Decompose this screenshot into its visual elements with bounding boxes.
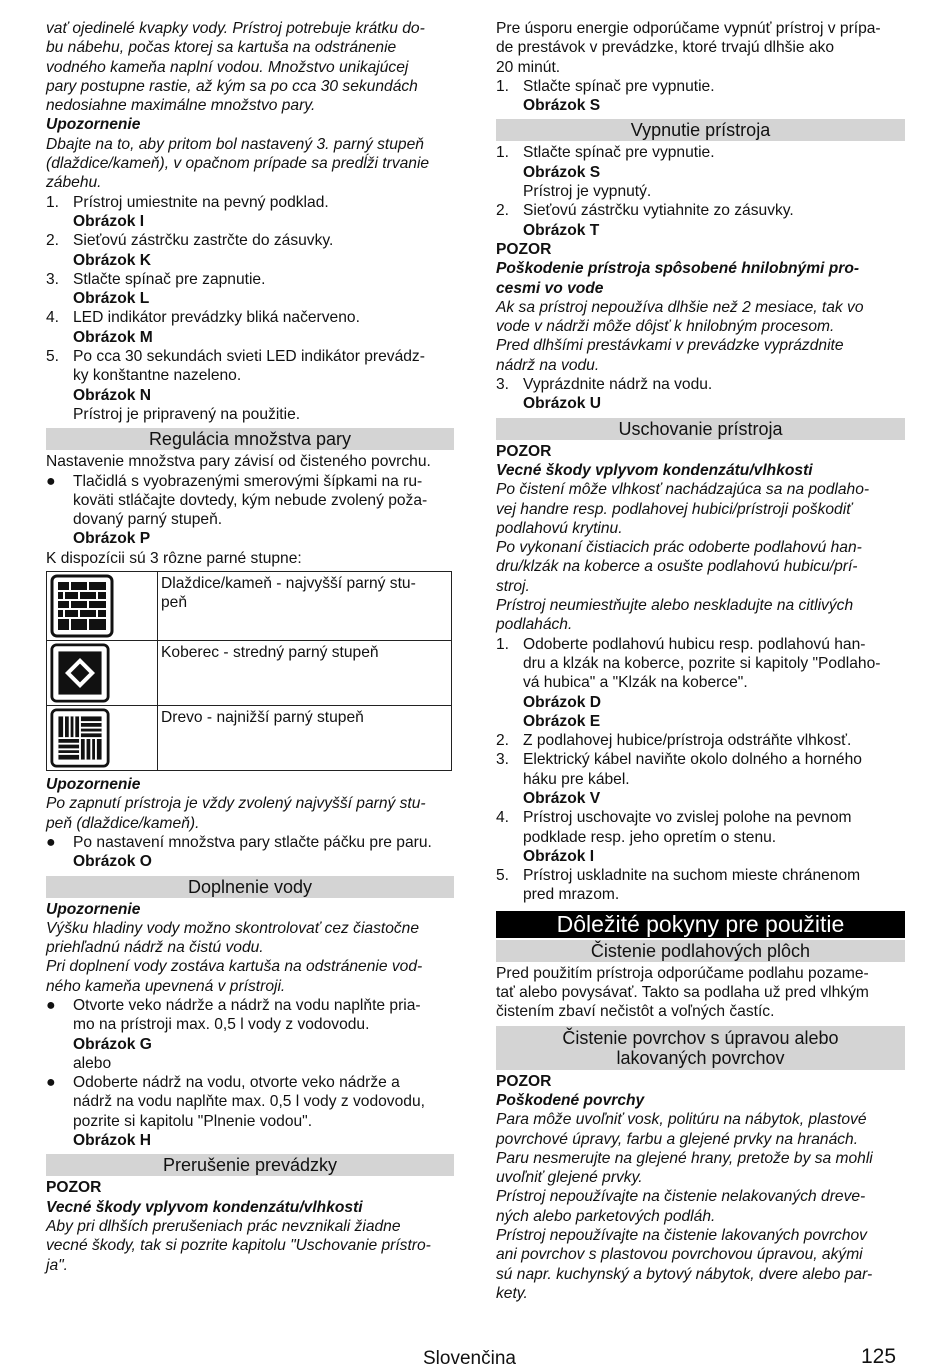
text-line: vej handre resp. podlahovej hubici/prístroji poškodiť (496, 500, 852, 518)
note-text (46, 135, 454, 193)
bullet-text: Po nastavení množstva pary stlačte páčku pre paru. (73, 833, 432, 851)
step-item (496, 143, 905, 162)
bullet-item (46, 472, 454, 530)
text-line: Výšku hladiny vody možno skontrolovať cez čiastočne (46, 919, 420, 937)
text-line: Para môže uvoľniť vosk, politúru na nábytok, plastové (496, 1111, 867, 1129)
text-line: vodného kameňa naplní vodou. Množstvo unikajúcej (46, 58, 409, 76)
figure-reference: Obrázok D (523, 693, 601, 711)
text-line: ja". (46, 1256, 69, 1274)
text-line: Pred použitím prístroja odporúčame podlahu pozame- (496, 964, 869, 982)
figure-reference: Obrázok G (73, 1035, 152, 1053)
text-line: vecné škody, tak si pozrite kapitolu "Uschovanie prístro- (46, 1237, 431, 1255)
caution-title: Poškodené povrchy (496, 1091, 645, 1109)
caution-text (46, 1217, 454, 1275)
text-line: Paru nesmerujte na glejené hrany, pretože by sa mohli (496, 1149, 873, 1167)
text-line: Pred dlhšími prestávkami v prevádzke vyprázdnite (496, 337, 844, 355)
table-row (47, 641, 452, 706)
table-row (47, 706, 452, 771)
bullet-dot-icon: ● (46, 472, 56, 490)
steam-level-table (46, 571, 452, 771)
step-number: 1. (496, 144, 510, 162)
caution-text (496, 480, 905, 634)
text-line: cesmi vo vode (496, 279, 604, 297)
text-line: priehľadnú nádrž na čistú vodu. (46, 939, 264, 957)
section-heading: Prerušenie prevádzky (46, 1154, 454, 1176)
step-text: Stlačte spínač pre vypnutie. (523, 144, 715, 162)
bullet-dot-icon: ● (46, 996, 56, 1014)
step-item (496, 635, 905, 693)
step-text: Prístroj umiestnite na pevný podklad. (73, 193, 329, 211)
text-line: stroj. (496, 577, 530, 595)
step-result: Prístroj je pripravený na použitie. (73, 405, 301, 423)
step-number: 3. (496, 376, 510, 394)
step-item (496, 866, 905, 905)
caution-text (496, 1110, 905, 1303)
step-number: 1. (46, 193, 60, 211)
text-line: čistením zbaví nečistôt a voľných častíc. (496, 1003, 775, 1021)
text-line: kety. (496, 1284, 528, 1302)
bullet-dot-icon: ● (46, 1074, 56, 1092)
chapter-heading: Dôležité pokyny pre použitie (496, 911, 905, 938)
carpet-diamond-icon (50, 643, 110, 703)
step-text (523, 635, 905, 693)
step-text: Vyprázdnite nádrž na vodu. (523, 376, 713, 394)
text-line: pred mrazom. (523, 886, 620, 904)
text-line: dovaný parný stupeň. (73, 511, 223, 529)
heading-line: lakovaných povrchov (616, 1047, 785, 1068)
figure-reference: Obrázok K (73, 251, 151, 269)
step-number: 2. (496, 202, 510, 220)
text-line: 20 minút. (496, 58, 561, 76)
step-text: Z podlahovej hubice/prístroja odstráňte vlhkosť. (523, 732, 852, 750)
level-label: Koberec - stredný parný stupeň (161, 644, 379, 662)
table-cell (158, 641, 452, 706)
step-item (496, 731, 905, 750)
step-text: LED indikátor prevádzky bliká načerveno. (73, 309, 360, 327)
step-text: Sieťovú zástrčku vytiahnite zo zásuvky. (523, 202, 794, 220)
text-line: Pre úsporu energie odporúčame vypnúť prístroj v prípa- (496, 20, 881, 37)
step-item (46, 193, 454, 212)
text-line: dru a klzák na koberce, pozrite si kapitoly "Podlaho- (523, 654, 881, 672)
caution-title: Vecné škody vplyvom kondenzátu/vlhkosti (46, 1198, 363, 1216)
level-label: Drevo - najnižší parný stupeň (161, 709, 364, 727)
paragraph (496, 964, 905, 1022)
section-heading: Čistenie podlahových plôch (496, 940, 905, 962)
text-line: (dlaždice/kameň), v opačnom prípade sa predĺži trvanie (46, 155, 430, 173)
step-text (73, 347, 454, 386)
text-line: Odoberte nádrž na vodu, otvorte veko nádrže a (73, 1074, 400, 1092)
caution-title: Vecné škody vplyvom kondenzátu/vlhkosti (496, 461, 813, 479)
text-line: Prístroj neumiestňujte alebo neskladujte na citlivých (496, 597, 854, 615)
step-number: 4. (496, 809, 510, 827)
text-line: Pri doplnení vody zostáva kartuša na odstránenie vod- (46, 958, 423, 976)
level-label: Dlaždice/kameň - najvyšší parný stu- (161, 575, 416, 593)
text-line: Odoberte podlahovú hubicu resp. podlahovú han- (523, 635, 866, 653)
intro-paragraph (46, 19, 454, 115)
text-line: háku pre kábel. (523, 770, 630, 788)
bullet-item (46, 1073, 454, 1131)
text-line: Aby pri dlhších prerušeniach prác nevznikali žiadne (46, 1217, 401, 1235)
text-line: tať alebo povysávať. Takto sa podlaha už pred vlhkým (496, 984, 869, 1002)
text-line: Tlačidlá s vyobrazenými smerovými šípkami na ru- (73, 472, 423, 490)
text-line: nádrž na vodu. (496, 356, 600, 374)
text-line: dru/klzák na koberce a osušte podlahovú hubicu/prí- (496, 558, 858, 576)
step-result: Prístroj je vypnutý. (523, 183, 652, 201)
text-line: Ak sa prístroj nepoužíva dlhšie než 2 mesiace, tak vo (496, 298, 864, 316)
table-cell (47, 641, 158, 706)
bullet-item (46, 996, 454, 1035)
table-cell (158, 572, 452, 641)
bullet-item (46, 833, 454, 852)
text-line: podlahovú krytinu. (496, 519, 623, 537)
text-line: bu nábehu, počas ktorej sa kartuša na odstránenie (46, 39, 397, 57)
text-line: vá hubica" a "Klzák na koberce". (523, 674, 748, 692)
section-heading: Doplnenie vody (46, 876, 454, 898)
figure-reference: Obrázok S (523, 97, 601, 115)
text-line: Po cca 30 sekundách svieti LED indikátor prevádz- (73, 348, 425, 366)
text-line: podklade resp. jeho opretím o stenu. (523, 828, 777, 846)
table-cell (47, 572, 158, 641)
section-heading: Vypnutie prístroja (496, 119, 905, 141)
startup-steps (46, 193, 454, 425)
step-number: 1. (496, 77, 510, 95)
note-text (46, 794, 454, 833)
step-number: 4. (46, 309, 60, 327)
text-line: nádrž na vodu naplňte max. 0,5 l vody z vodovodu, (73, 1093, 425, 1111)
text-line: povrchové úpravy, farbu a glejené prvky na hranách. (496, 1130, 859, 1148)
intro-paragraph (496, 19, 905, 77)
step-number: 5. (496, 867, 510, 885)
text-line: Po vykonaní čistiacich prác odoberte podlahovú han- (496, 539, 862, 557)
caution-text (496, 298, 905, 375)
step-number: 1. (496, 635, 510, 653)
figure-reference: Obrázok N (73, 386, 151, 404)
step-text (523, 808, 905, 847)
text-line: zábehu. (46, 174, 102, 192)
bullet-text (73, 472, 454, 530)
figure-reference: Obrázok O (73, 853, 152, 871)
text-line: Otvorte veko nádrže a nádrž na vodu naplňte pria- (73, 996, 421, 1014)
caution-label: POZOR (496, 1072, 552, 1090)
figure-reference: Obrázok P (73, 530, 151, 548)
level-label: peň (161, 594, 188, 612)
step-number: 3. (46, 270, 60, 288)
text-line: ných alebo parketových podláh. (496, 1207, 716, 1225)
text-line: nedosiahne maximálne množstvo pary. (46, 97, 316, 115)
step-text: Stlačte spínač pre zapnutie. (73, 270, 266, 288)
text-line: Prístroj uschovajte vo zvislej polohe na pevnom (523, 809, 852, 827)
tile-brick-icon (50, 574, 114, 638)
figure-reference: Obrázok S (523, 163, 601, 181)
text-line: podlahách. (496, 616, 573, 634)
bullet-text (73, 1073, 454, 1131)
step-text (523, 866, 905, 905)
figure-reference: Obrázok M (73, 328, 153, 346)
section-heading (496, 1026, 905, 1070)
text-line: ky konštantne nazeleno. (73, 367, 242, 385)
text-line: de prestávok v prevádzke, ktoré trvajú dlhšie ako (496, 39, 835, 57)
figure-reference: Obrázok L (73, 290, 150, 308)
paragraph: Nastavenie množstva pary závisí od čisteného povrchu. (46, 453, 431, 471)
step-item (496, 808, 905, 847)
text-line: vode v nádrži môže dôjsť k hnilobným procesom. (496, 318, 835, 336)
text-line: sú napr. kuchynský a bytový nábytok, dvere alebo par- (496, 1265, 873, 1283)
figure-reference: Obrázok H (73, 1132, 151, 1150)
right-column (496, 19, 905, 1303)
note-title: Upozornenie (46, 776, 141, 794)
step-item (46, 231, 454, 250)
text-line: pary postupne rastie, až kým sa po cca 30 sekundách (46, 77, 418, 95)
step-number: 3. (496, 751, 510, 769)
figure-reference: Obrázok V (523, 789, 601, 807)
note-text (46, 919, 454, 996)
figure-reference: Obrázok I (523, 847, 595, 865)
text-line: Elektrický kábel naviňte okolo dolného a horného (523, 751, 862, 769)
section-heading: Uschovanie prístroja (496, 418, 905, 440)
bullet-dot-icon: ● (46, 833, 56, 851)
text-line: Poškodenie prístroja spôsobené hnilobnými pro- (496, 260, 860, 278)
or-text: alebo (73, 1054, 112, 1072)
step-number: 5. (46, 348, 60, 366)
note-title: Upozornenie (46, 900, 141, 918)
step-item (496, 201, 905, 220)
caution-title (496, 259, 905, 298)
section-heading: Regulácia množstva pary (46, 428, 454, 450)
heading-line: Čistenie povrchov s úpravou alebo (562, 1027, 839, 1048)
text-line: Prístroj nepoužívajte na čistenie lakovaných povrchov (496, 1227, 867, 1245)
text-line: Prístroj nepoužívajte na čistenie nelakovaných dreve- (496, 1188, 866, 1206)
text-line: pozrite si kapitolu "Plnenie vodou". (73, 1112, 313, 1130)
step-item (496, 375, 905, 394)
text-line: Po zapnutí prístroja je vždy zvolený najvyšší parný stu- (46, 795, 426, 813)
step-number: 2. (46, 232, 60, 250)
step-text (523, 750, 905, 789)
text-line: vať ojedinelé kvapky vody. Prístroj potrebuje krátku do- (46, 20, 425, 37)
step-item (46, 347, 454, 386)
bullet-text (73, 996, 454, 1035)
figure-reference: Obrázok U (523, 395, 601, 413)
text-line: mo na prístroji max. 0,5 l vody z vodovodu. (73, 1016, 370, 1034)
text-line: ného kameňa upevnená v prístroji. (46, 977, 286, 995)
text-line: peň (dlaždice/kameň). (46, 814, 200, 832)
step-item (496, 77, 905, 96)
table-cell (158, 706, 452, 771)
step-item (46, 308, 454, 327)
table-cell (47, 706, 158, 771)
left-column (46, 19, 454, 1275)
text-line: Po čistení môže vlhkosť nachádzajúca sa na podlaho- (496, 481, 870, 499)
paragraph: K dispozícii sú 3 rôzne parné stupne: (46, 549, 302, 567)
text-line: Dbajte na to, aby pritom bol nastavený 3. parný stupeň (46, 135, 424, 153)
text-line: Prístroj uskladnite na suchom mieste chránenom (523, 867, 861, 885)
step-text: Stlačte spínač pre vypnutie. (523, 77, 715, 95)
step-item (496, 750, 905, 789)
figure-reference: Obrázok I (73, 212, 145, 230)
caution-label: POZOR (496, 442, 552, 460)
figure-reference: Obrázok E (523, 712, 601, 730)
text-line: koväti stláčajte dovtedy, kým nebude zvolený poža- (73, 491, 428, 509)
figure-reference: Obrázok T (523, 221, 600, 239)
text-line: uvoľniť glejené prvky. (496, 1169, 643, 1187)
table-row (47, 572, 452, 641)
caution-label: POZOR (46, 1179, 102, 1197)
step-text: Sieťovú zástrčku zastrčte do zásuvky. (73, 232, 334, 250)
text-line: ani povrchov s plastovou povrchovou úpravou, akými (496, 1246, 863, 1264)
wood-parquet-icon (50, 708, 110, 768)
note-title: Upozornenie (46, 116, 141, 134)
step-item (46, 270, 454, 289)
caution-label: POZOR (496, 240, 552, 258)
footer-language: Slovenčina (423, 1348, 516, 1369)
step-number: 2. (496, 732, 510, 750)
page-number: 125 (861, 1345, 897, 1368)
